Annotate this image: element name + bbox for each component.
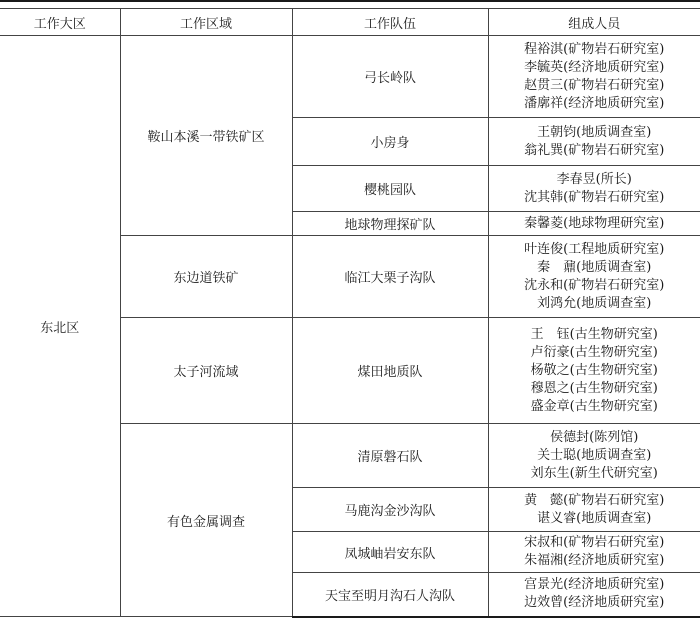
member-name: 秦馨菱(地球物理研究室) bbox=[524, 215, 665, 231]
members-cell bbox=[488, 118, 700, 166]
member-name: 黄 懿(矿物岩石研究室) bbox=[524, 492, 665, 508]
table-header-row bbox=[0, 9, 700, 36]
members-cell bbox=[488, 166, 700, 212]
member-name: 宋叔和(矿物岩石研究室) bbox=[524, 535, 665, 550]
member-name: 叶连俊(工程地质研究室) bbox=[524, 241, 665, 257]
member-name: 翁礼巽(矿物岩石研究室) bbox=[524, 142, 665, 158]
member-name: 朱福湘(经济地质研究室) bbox=[524, 553, 665, 568]
member-name: 程裕淇(矿物岩石研究室) bbox=[524, 41, 665, 57]
region-cell: 东边道铁矿 bbox=[120, 236, 292, 318]
member-name: 侯德封(陈列馆) bbox=[550, 429, 639, 445]
members-cell bbox=[488, 488, 700, 532]
member-name: 穆恩之(古生物研究室) bbox=[530, 380, 658, 396]
team-cell: 马鹿沟金沙沟队 bbox=[292, 488, 488, 532]
member-name: 沈永和(矿物岩石研究室) bbox=[524, 277, 665, 293]
member-name: 潘廓祥(经济地质研究室) bbox=[524, 95, 665, 111]
member-name: 盛金章(古生物研究室) bbox=[530, 398, 658, 414]
region-cell: 有色金属调查 bbox=[120, 424, 292, 617]
member-name: 刘鸿允(地质调查室) bbox=[537, 295, 652, 311]
header-team: 工作队伍 bbox=[292, 9, 488, 36]
member-name: 王朝钧(地质调查室) bbox=[537, 124, 652, 140]
region-cell: 鞍山本溪一带铁矿区 bbox=[120, 36, 292, 236]
header-big-area: 工作大区 bbox=[0, 9, 120, 36]
member-name: 谌义睿(地质调查室) bbox=[537, 510, 652, 526]
team-cell: 煤田地质队 bbox=[292, 318, 488, 424]
members-cell bbox=[488, 424, 700, 488]
work-team-table bbox=[0, 8, 700, 618]
table-top-rule bbox=[0, 0, 700, 2]
header-region: 工作区域 bbox=[120, 9, 292, 36]
members-cell bbox=[488, 36, 700, 118]
team-cell: 地球物理探矿队 bbox=[292, 212, 488, 236]
members-cell bbox=[488, 532, 700, 573]
region-cell: 太子河流域 bbox=[120, 318, 292, 424]
members-cell bbox=[488, 212, 700, 236]
table-row bbox=[0, 36, 700, 118]
member-name: 边效曾(经济地质研究室) bbox=[524, 595, 665, 611]
team-cell: 弓长岭队 bbox=[292, 36, 488, 118]
team-cell: 临江大栗子沟队 bbox=[292, 236, 488, 318]
member-name: 沈其韩(矿物岩石研究室) bbox=[524, 189, 665, 205]
members-cell bbox=[488, 573, 700, 617]
team-cell: 小房身 bbox=[292, 118, 488, 166]
members-cell bbox=[488, 318, 700, 424]
team-cell: 凤城岫岩安东队 bbox=[292, 532, 488, 573]
member-name: 杨敬之(古生物研究室) bbox=[530, 362, 658, 378]
member-name: 李春昱(所长) bbox=[556, 171, 632, 187]
member-name: 赵贯三(矿物岩石研究室) bbox=[524, 77, 665, 93]
header-members: 组成人员 bbox=[488, 9, 700, 36]
member-name: 卢衍豪(古生物研究室) bbox=[530, 344, 658, 360]
member-name: 宫景光(经济地质研究室) bbox=[524, 577, 665, 593]
team-cell: 清原磐石队 bbox=[292, 424, 488, 488]
team-cell: 樱桃园队 bbox=[292, 166, 488, 212]
members-cell bbox=[488, 236, 700, 318]
big-area-cell: 东北区 bbox=[0, 36, 120, 617]
member-name: 刘东生(新生代研究室) bbox=[530, 465, 658, 481]
member-name: 李毓英(经济地质研究室) bbox=[524, 59, 665, 75]
member-name: 王 钰(古生物研究室) bbox=[530, 326, 658, 342]
table-body bbox=[0, 36, 700, 617]
team-cell: 天宝至明月沟石人沟队 bbox=[292, 573, 488, 617]
member-name: 秦 鼐(地质调查室) bbox=[537, 259, 652, 275]
member-name: 关士聪(地质调查室) bbox=[537, 447, 652, 463]
